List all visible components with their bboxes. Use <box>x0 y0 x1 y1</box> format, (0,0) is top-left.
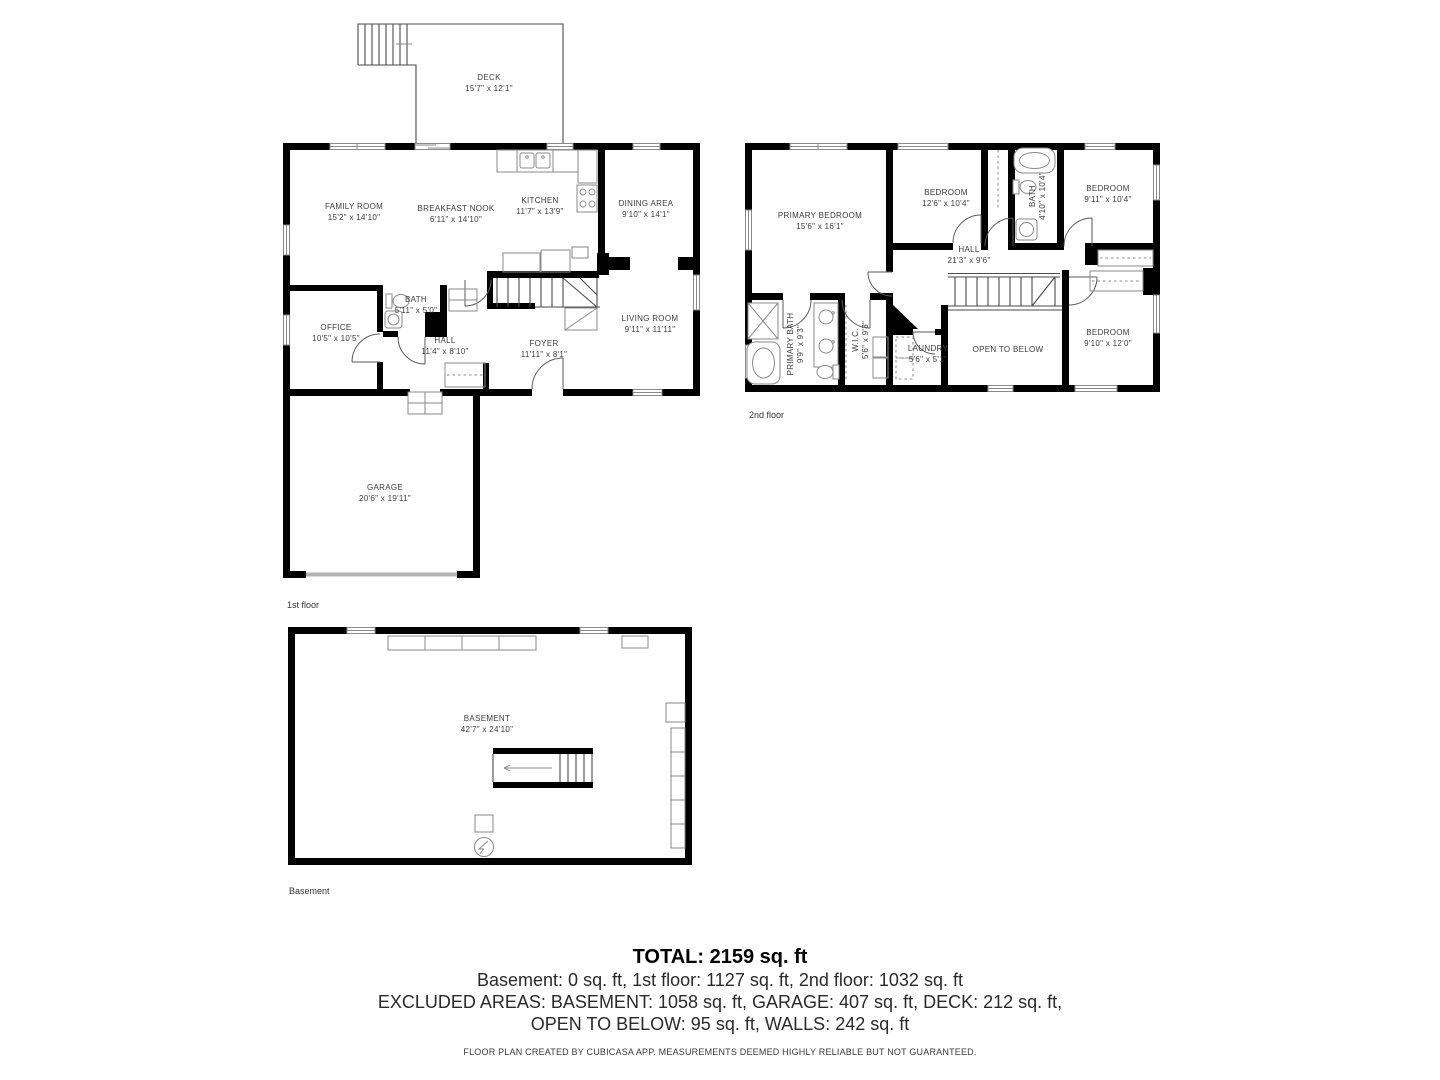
window-icon <box>1085 144 1115 150</box>
primary-bedroom-door <box>868 272 892 296</box>
first-floor-windows <box>284 144 700 396</box>
bedroom1-door <box>953 215 981 243</box>
bathtub-icon <box>1014 148 1055 173</box>
room-label-bath-1: BATH 5'11" x 5'0" <box>394 295 438 315</box>
caption-first-floor: 1st floor <box>287 600 320 610</box>
window-icon <box>347 628 375 634</box>
bathtub-icon <box>747 342 780 384</box>
second-floor-stairs <box>948 274 1062 311</box>
room-label-primary-bath: PRIMARY BATH 9'9" x 9'3" <box>786 312 805 376</box>
window-icon <box>746 210 752 250</box>
window-icon <box>1154 165 1160 200</box>
basement-walls <box>288 627 692 865</box>
room-label-wic: W.I.C. 5'6" x 9'3" <box>851 320 870 360</box>
electrical-panel-icon <box>475 815 494 857</box>
window-icon <box>1075 386 1117 392</box>
room-label-kitchen: KITCHEN 11'7" x 13'9" <box>516 196 564 216</box>
deck-stairs <box>365 24 412 65</box>
open-to-below-edge <box>948 306 1062 310</box>
basement-stairs <box>493 748 593 788</box>
room-label-family-room: FAMILY ROOM 15'2" x 14'10" <box>324 202 384 222</box>
window-icon <box>547 144 573 150</box>
window-icon <box>284 225 290 255</box>
room-label-hall-1: HALL 11'4" x 8'10" <box>421 336 469 356</box>
toilet-icon <box>817 365 839 379</box>
caption-basement: Basement <box>289 886 330 896</box>
summary-disclaimer: FLOOR PLAN CREATED BY CUBICASA APP. MEASUREMENTS DEEMED HIGHLY RELIABLE BUT NOT GUARANTEED. <box>463 1047 977 1057</box>
room-label-primary-bedroom: PRIMARY BEDROOM 15'6" x 16'1" <box>777 211 863 231</box>
sliding-door-icon <box>415 144 450 150</box>
window-icon <box>580 628 608 634</box>
room-label-breakfast-nook: BREAKFAST NOOK 6'11" x 14'10" <box>417 204 495 224</box>
room-label-basement: BASEMENT 42'7" x 24'10" <box>460 714 514 734</box>
second-floor-walls <box>745 143 1160 392</box>
room-label-deck: DECK 15'7" x 12'1" <box>465 73 513 93</box>
room-label-open-to-below: OPEN TO BELOW <box>972 345 1044 354</box>
summary-excluded-areas-1: EXCLUDED AREAS: BASEMENT: 1058 sq. ft, GARAGE: 407 sq. ft, DECK: 212 sq. ft, <box>377 992 1063 1012</box>
second-floor-windows <box>746 144 1160 392</box>
summary-floor-areas: Basement: 0 sq. ft, 1st floor: 1127 sq. ft, 2nd floor: 1032 sq. ft <box>477 970 963 990</box>
room-label-dining-area: DINING AREA 9'10" x 14'1" <box>618 199 674 219</box>
first-floor-stairs <box>497 247 600 330</box>
room-label-foyer: FOYER 11'11" x 8'1" <box>520 339 568 359</box>
room-label-office: OFFICE 10'5" x 10'5" <box>312 323 360 343</box>
window-icon <box>633 144 660 150</box>
window-icon <box>633 390 662 396</box>
window-icon <box>694 275 700 310</box>
room-label-hall-2: HALL 21'3" x 9'6" <box>947 245 991 265</box>
bedroom2-door <box>1064 218 1092 246</box>
kitchen-counter <box>578 150 597 183</box>
front-door <box>532 358 563 389</box>
garage-entry-steps <box>408 392 442 414</box>
window-icon <box>988 386 1013 392</box>
sink-icon <box>1016 219 1037 240</box>
room-label-bedroom-3: BEDROOM 9'10" x 12'0" <box>1084 328 1132 348</box>
room-label-laundry: LAUNDRY 5'6" x 5'1" <box>907 344 949 364</box>
window-icon <box>284 315 290 345</box>
room-label-bedroom-2: BEDROOM 9'11" x 10'4" <box>1084 184 1132 204</box>
basement-cabinets <box>388 636 685 848</box>
caption-second-floor: 2nd floor <box>749 410 785 420</box>
window-icon <box>330 144 385 150</box>
room-label-bath-2: BATH 4'10" x 10'4" <box>1028 172 1047 220</box>
deck-outline <box>358 24 563 143</box>
room-label-bedroom-1: BEDROOM 12'6" x 10'4" <box>922 188 970 208</box>
summary-excluded-areas-2: OPEN TO BELOW: 95 sq. ft, WALLS: 242 sq. ft <box>530 1014 910 1034</box>
double-vanity-icon <box>814 303 838 367</box>
summary-total: TOTAL: 2159 sq. ft <box>632 946 808 968</box>
room-label-living-room: LIVING ROOM 9'11" x 11'11" <box>621 314 679 334</box>
stove-icon <box>577 185 597 212</box>
garage-door <box>306 571 457 578</box>
window-icon <box>1154 295 1160 333</box>
shower-icon <box>748 303 778 339</box>
room-label-garage: GARAGE 20'6" x 19'11" <box>359 483 411 503</box>
window-icon <box>898 144 948 150</box>
window-icon <box>790 144 847 150</box>
